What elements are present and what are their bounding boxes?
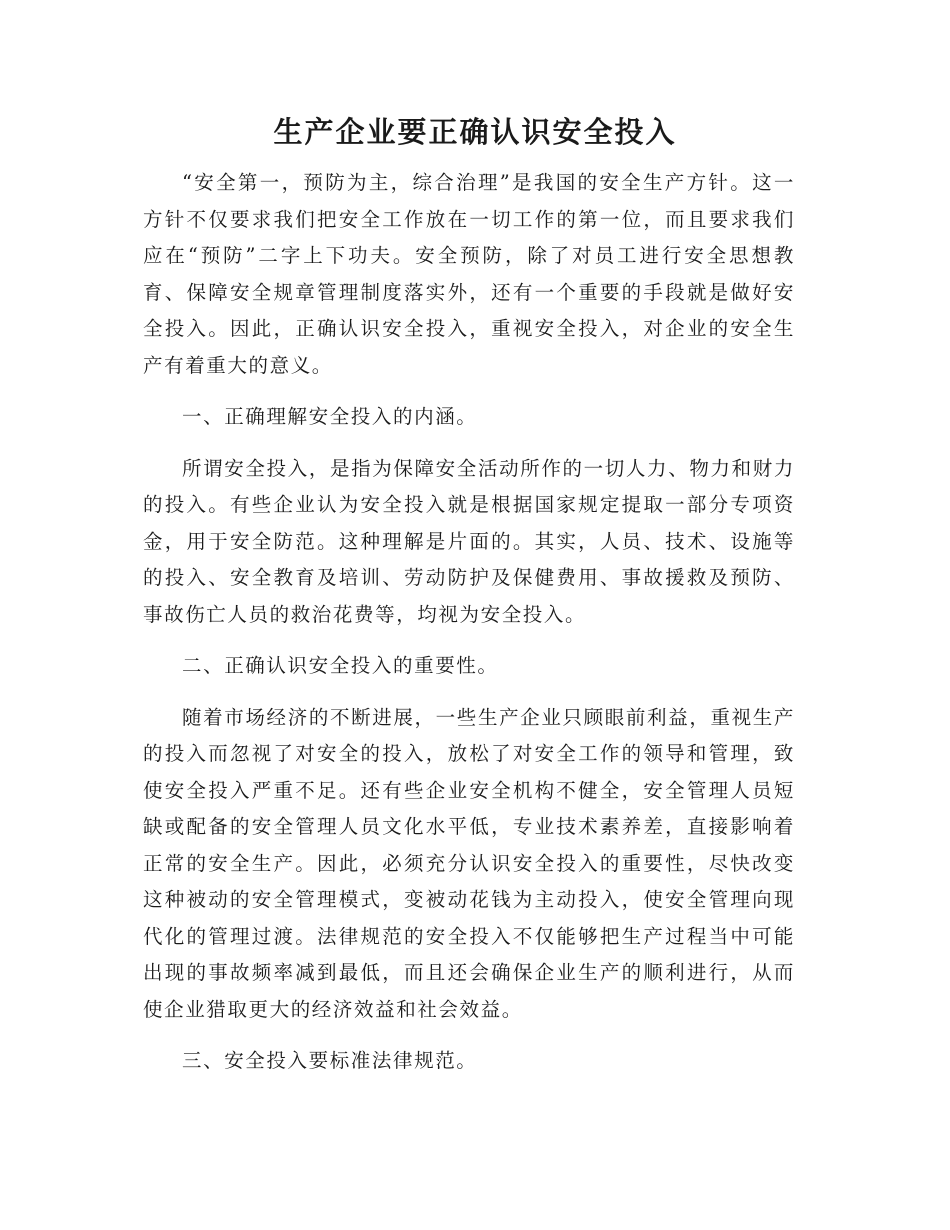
section-heading-1: 一、正确理解安全投入的内涵。 xyxy=(182,405,478,428)
paragraph-gap xyxy=(143,685,795,700)
document-title: 生产企业要正确认识安全投入 xyxy=(273,115,677,149)
paragraph-gap xyxy=(143,436,795,451)
section-body-1: 所谓安全投入，是指为保障安全活动所作的一切人力、物力和财力的投入。有些企业认为安全投入就是根据国家规定提取一部分专项资金，用于安全防范。这种理解是片面的。其实，人员、技术、设施等的投入、安全教育及培训、劳动防护及保健费用、事故援救及预防、事故伤亡人员的救治花费等，均视为安全投入。 xyxy=(143,456,795,626)
document-body xyxy=(143,165,795,1080)
intro-paragraph: “安全第一，预防为主，综合治理”是我国的安全生产方针。这一方针不仅要求我们把安全工作放在一切工作的第一位，而且要求我们应在“预防”二字上下功夫。安全预防，除了对员工进行安全思想教育、保障安全规章管理制度落实外，还有一个重要的手段就是做好安全投入。因此，正确认识安全投入，重视安全投入，对企业的安全生产有着重大的意义。 xyxy=(143,171,795,377)
section-heading-2: 二、正确认识安全投入的重要性。 xyxy=(182,654,499,677)
paragraph-gap xyxy=(143,1028,795,1043)
section-heading-3: 三、安全投入要标准法律规范。 xyxy=(182,1049,478,1072)
paragraph-gap xyxy=(143,384,795,399)
paragraph-gap xyxy=(143,633,795,648)
section-body-2: 随着市场经济的不断进展，一些生产企业只顾眼前利益，重视生产的投入而忽视了对安全的投入，放松了对安全工作的领导和管理，致使安全投入严重不足。还有些企业安全机构不健全，安全管理人员短缺或配备的安全管理人员文化水平低，专业技术素养差，直接影响着正常的安全生产。因此，必须充分认识安全投入的重要性，尽快改变这种被动的安全管理模式，变被动花钱为主动投入，使安全管理向现代化的管理过渡。法律规范的安全投入不仅能够把生产过程当中可能出现的事故频率减到最低，而且还会确保企业生产的顺利进行，从而使企业猎取更大的经济效益和社会效益。 xyxy=(143,705,795,1021)
